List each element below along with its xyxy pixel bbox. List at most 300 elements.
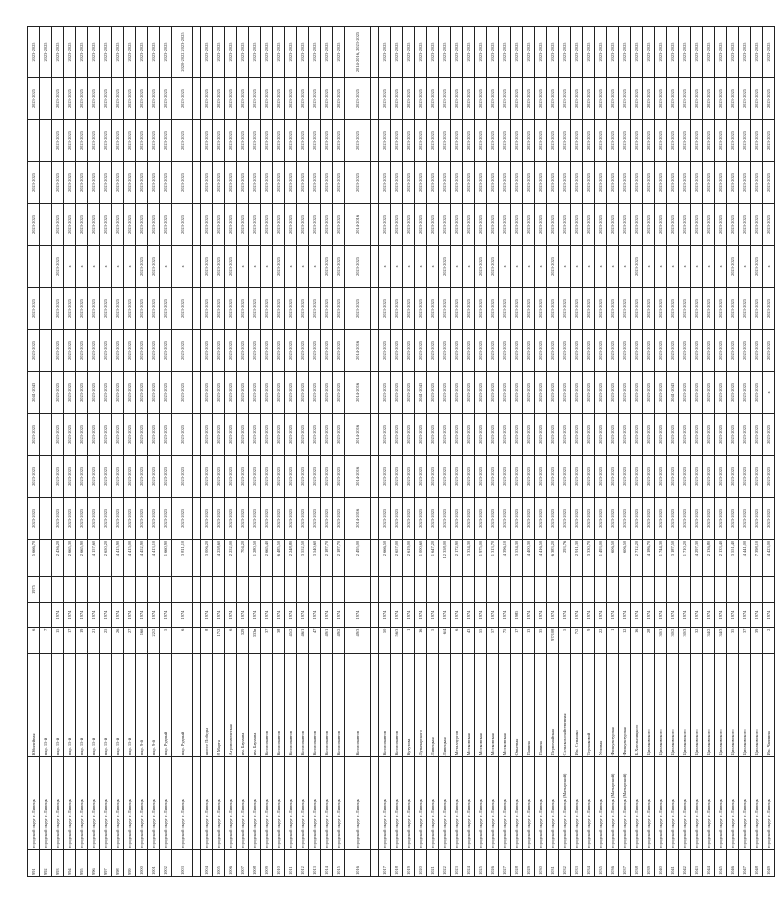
repair-period-cell: 2023-2025 — [112, 371, 124, 413]
repair-period-cell: 2023-2025 — [321, 497, 333, 539]
table-row — [297, 27, 309, 877]
repair-period-cell: 2023-2025 — [679, 27, 691, 78]
building-year-cell: 1974 — [439, 603, 451, 627]
repair-period-cell: 2023-2025 — [40, 27, 52, 78]
rotated-table-container — [27, 26, 771, 877]
area-cell: 1 660,90 — [160, 539, 172, 576]
repair-period-cell: 2023-2025 — [727, 78, 739, 120]
repair-period-cell: х — [379, 245, 391, 287]
building-year-cell — [28, 603, 40, 627]
building-year-cell: 1974 — [100, 603, 112, 627]
repair-period-cell: 2023-2025 — [727, 371, 739, 413]
repair-period-cell: 2023-2025 — [439, 287, 451, 329]
repair-period-cell: х — [763, 245, 775, 287]
repair-period-cell: 2023-2025 — [333, 287, 345, 329]
repair-period-cell: 2023-2025 — [595, 161, 607, 203]
area-cell: 4 416,50 — [535, 539, 547, 576]
repair-period-cell: 2023-2025 — [112, 27, 124, 78]
repair-period-cell: 2023-2025 — [619, 413, 631, 455]
repair-period-cell — [40, 329, 52, 371]
extra-cell — [487, 576, 499, 603]
street-cell: Папина — [523, 654, 535, 757]
table-row — [475, 27, 487, 877]
repair-period-cell: 2023-2025 — [213, 78, 225, 120]
extra-cell — [403, 576, 415, 603]
row-number-cell: 1015 — [333, 850, 345, 877]
repair-period-cell — [40, 497, 52, 539]
repair-period-cell: 2023-2025 — [213, 245, 225, 287]
repair-period-cell: 2023-2025 — [571, 27, 583, 78]
house-number-cell: 49/3 — [345, 627, 371, 654]
house-number-cell: 1 — [403, 627, 415, 654]
repair-period-cell: 2023-2025 — [535, 120, 547, 162]
table-row — [415, 27, 427, 877]
repair-period-cell: 2023-2025 — [225, 287, 237, 329]
area-cell: 4 441,00 — [739, 539, 751, 576]
house-number-cell: 6 — [172, 627, 193, 654]
table-row — [333, 27, 345, 877]
repair-period-cell — [193, 120, 201, 162]
repair-period-cell: 2023-2025 — [619, 161, 631, 203]
repair-period-cell: 2023-2025 — [559, 455, 571, 497]
repair-period-cell: 2023-2025 — [100, 78, 112, 120]
table-row — [619, 27, 631, 877]
repair-period-cell: 2023-2025 — [64, 497, 76, 539]
repair-period-cell: 2023-2025 — [273, 287, 285, 329]
repair-period-cell: 2023-2025 — [559, 329, 571, 371]
repair-period-cell: 2023-2025 — [427, 287, 439, 329]
repair-period-cell: 2023-2025 — [595, 203, 607, 245]
extra-cell — [691, 576, 703, 603]
repair-period-cell: 2023-2025 — [535, 455, 547, 497]
area-cell: 3 540,60 — [309, 539, 321, 576]
house-number-cell: 329 — [237, 627, 249, 654]
repair-period-cell: 2023-2025 — [201, 371, 213, 413]
extra-cell — [439, 576, 451, 603]
repair-period-cell: 2023-2025 — [547, 203, 559, 245]
repair-period-cell: 2023-2025 — [52, 371, 64, 413]
street-cell: мкр. 15-й — [40, 654, 52, 757]
repair-period-cell: 2023-2025 — [763, 120, 775, 162]
repair-period-cell: 2023-2025 — [475, 329, 487, 371]
repair-period-cell: 2023-2025 — [475, 287, 487, 329]
repair-period-cell — [28, 245, 40, 287]
repair-period-cell: 2023-2025 — [64, 78, 76, 120]
repair-period-cell: 2023-2025 — [451, 120, 463, 162]
table-row — [160, 27, 172, 877]
municipality-cell: городской округ г. Липецк — [451, 757, 463, 850]
repair-period-cell: 2023-2025 — [237, 27, 249, 78]
repair-period-cell: 2023-2025 — [403, 27, 415, 78]
repair-period-cell: 2023-2025 — [763, 161, 775, 203]
repair-period-cell: 2023-2025 — [309, 78, 321, 120]
extra-cell — [76, 576, 88, 603]
extra-cell — [148, 576, 160, 603]
extra-cell — [427, 576, 439, 603]
repair-period-cell: 2023-2025 — [88, 120, 100, 162]
repair-period-cell: 2023-2025 — [297, 161, 309, 203]
table-body — [28, 27, 775, 877]
repair-period-cell: 2023-2025 — [100, 203, 112, 245]
repair-period-cell: 2023-2025 — [249, 120, 261, 162]
municipality-cell: городской округ г. Липецк — [345, 757, 371, 850]
repair-period-cell: 2023-2025 — [28, 413, 40, 455]
repair-period-cell: 2023-2025 — [523, 161, 535, 203]
repair-period-cell: 2023-2025 — [703, 455, 715, 497]
area-cell: 3 534,30 — [511, 539, 523, 576]
area-cell: 2 666,50 — [379, 539, 391, 576]
building-year-cell: 1974 — [655, 603, 667, 627]
repair-period-cell: 2023-2025 — [76, 161, 88, 203]
repair-period-cell: 2023-2025 — [715, 371, 727, 413]
house-number-cell: 27 — [124, 627, 136, 654]
repair-period-cell: 2023-2025 — [249, 78, 261, 120]
area-cell: 4 186,70 — [643, 539, 655, 576]
repair-period-cell: 2023-2025 — [475, 203, 487, 245]
street-cell: шоссе Победы — [201, 654, 213, 757]
repair-period-cell: 2023-2025 — [511, 287, 523, 329]
street-cell: Космонавтов — [391, 654, 403, 757]
house-number-cell: 2 — [763, 627, 775, 654]
repair-period-cell: 2023-2025 — [475, 78, 487, 120]
repair-period-cell: 2023-2025 — [703, 329, 715, 371]
house-number-cell: 46/1 — [297, 627, 309, 654]
repair-period-cell: 2023-2025 — [439, 245, 451, 287]
repair-period-cell: 2023-2025 — [237, 329, 249, 371]
repair-period-cell: 2023-2025 — [715, 120, 727, 162]
repair-period-cell: 2023-2025 — [691, 27, 703, 78]
repair-period-cell: 2023-2025 — [703, 161, 715, 203]
municipality-cell: городской округ г. Липецк — [261, 757, 273, 850]
building-year-cell: 1974 — [273, 603, 285, 627]
repair-period-cell — [193, 371, 201, 413]
house-number-cell: 30/3 — [679, 627, 691, 654]
table-row — [547, 27, 559, 877]
building-year-cell: 1974 — [321, 603, 333, 627]
row-number-cell: 1007 — [237, 850, 249, 877]
repair-period-cell: 2023-2025 — [273, 120, 285, 162]
repair-period-cell: 2023-2025 — [100, 371, 112, 413]
area-cell: 5 666,70 — [28, 539, 40, 576]
street-cell: мкр. 9-й — [136, 654, 148, 757]
house-number-cell: 9 — [583, 627, 595, 654]
repair-period-cell: 2023-2025 — [64, 413, 76, 455]
repair-period-cell: 2023-2025 — [403, 120, 415, 162]
repair-period-cell: 2023-2025 — [583, 329, 595, 371]
repair-period-cell: 2023-2025 — [403, 371, 415, 413]
repair-period-cell: 2023-2025 — [213, 497, 225, 539]
house-number-cell: 35 — [535, 627, 547, 654]
repair-period-cell: 2023-2025 — [559, 161, 571, 203]
table-row — [595, 27, 607, 877]
building-year-cell: 1974 — [261, 603, 273, 627]
repair-period-cell — [371, 120, 379, 162]
street-cell: Липецкая — [439, 654, 451, 757]
repair-period-cell: 2023-2025 — [751, 27, 763, 78]
repair-period-cell: 2023-2025 — [739, 203, 751, 245]
repair-period-cell: х — [595, 245, 607, 287]
building-year-cell: 1974 — [559, 603, 571, 627]
area-cell: 7 398,10 — [751, 539, 763, 576]
row-number-cell: 1026 — [487, 850, 499, 877]
street-cell: Физкультурная — [619, 654, 631, 757]
repair-period-cell: 2023-2025 — [237, 413, 249, 455]
extra-cell — [667, 576, 679, 603]
house-number-cell: 17/2 — [213, 627, 225, 654]
street-cell: мкр. Рудный — [160, 654, 172, 757]
street-cell: Циолковского — [679, 654, 691, 757]
municipality-cell: городской округ г. Липецк — [511, 757, 523, 850]
repair-period-cell: 2023-2025 — [631, 78, 643, 120]
repair-period-cell: х — [297, 245, 309, 287]
repair-period-cell: 2023-2025 — [751, 329, 763, 371]
repair-period-cell: 2023-2025 — [379, 329, 391, 371]
repair-period-cell: 2023-2025 — [249, 287, 261, 329]
street-cell: Луначарского — [415, 654, 427, 757]
house-number-cell: 50 — [379, 627, 391, 654]
repair-period-cell: 2023-2025 — [547, 245, 559, 287]
repair-period-cell: 2023-2025 — [763, 287, 775, 329]
municipality-cell: городской округ г. Липецк — [249, 757, 261, 850]
repair-period-cell: 2023-2025 — [703, 27, 715, 78]
repair-period-cell: 2023-2025 — [439, 413, 451, 455]
repair-period-cell: 2023-2025 — [201, 203, 213, 245]
repair-period-cell: 2023-2025 — [463, 120, 475, 162]
municipality-cell: городской округ г. Липецк — [333, 757, 345, 850]
repair-period-cell: 2023-2025 — [463, 203, 475, 245]
repair-period-cell: 2023-2025 — [321, 287, 333, 329]
repair-period-cell: 2023-2025 — [321, 455, 333, 497]
table-row — [40, 27, 52, 877]
repair-period-cell — [193, 27, 201, 78]
repair-period-cell: 2023-2025 — [285, 329, 297, 371]
repair-period-cell: 2023-2025 — [619, 329, 631, 371]
repair-period-cell: 2023-2025 — [160, 120, 172, 162]
house-number-cell: 34/2 — [703, 627, 715, 654]
repair-period-cell: 2023-2025 — [160, 413, 172, 455]
repair-period-cell: 2023-2025 — [571, 455, 583, 497]
street-cell: Металлургов — [451, 654, 463, 757]
repair-period-cell: 2023-2025 — [523, 329, 535, 371]
area-cell: 2 436,20 — [52, 539, 64, 576]
building-year-cell — [371, 603, 379, 627]
repair-period-cell: 2023-2025 — [124, 120, 136, 162]
area-cell: 3 187,50 — [667, 539, 679, 576]
extra-cell — [379, 576, 391, 603]
house-number-cell: 13 — [523, 627, 535, 654]
repair-period-cell: 2023-2025 — [739, 287, 751, 329]
repair-period-cell: 2023-2025 — [345, 245, 371, 287]
area-cell: 2 619,00 — [403, 539, 415, 576]
repair-period-cell: 2023-2025 — [213, 27, 225, 78]
building-year-cell: 1974 — [201, 603, 213, 627]
repair-period-cell: 2023-2025 — [403, 161, 415, 203]
repair-period-cell — [40, 413, 52, 455]
repair-period-cell: 2023-2025 — [595, 413, 607, 455]
table-row — [76, 27, 88, 877]
repair-period-cell: 2023-2025 — [571, 161, 583, 203]
extra-cell — [583, 576, 595, 603]
repair-period-cell: 2023-2025 — [511, 27, 523, 78]
row-number-cell: 992 — [40, 850, 52, 877]
table-row — [88, 27, 100, 877]
repair-period-cell: 2023-2025 — [88, 455, 100, 497]
repair-period-cell: 2023-2025 — [64, 120, 76, 162]
row-number-cell: 1042 — [679, 850, 691, 877]
repair-period-cell: 2023-2025 — [583, 287, 595, 329]
repair-period-cell: 2023-2025 — [225, 78, 237, 120]
table-row — [439, 27, 451, 877]
repair-period-cell: 2014-2016, 2023-2025 — [345, 27, 371, 78]
row-number-cell: 1021 — [427, 850, 439, 877]
table-row — [571, 27, 583, 877]
repair-period-cell: 2023-2025 — [52, 78, 64, 120]
repair-period-cell: 2023-2025 — [201, 78, 213, 120]
repair-period-cell: 2023-2025 — [321, 27, 333, 78]
municipality-cell: городской округ г. Липецк — [583, 757, 595, 850]
municipality-cell: городской округ г. Липецк — [439, 757, 451, 850]
repair-period-cell: 2023-2025 — [607, 329, 619, 371]
building-year-cell: 1974 — [499, 603, 511, 627]
street-cell: Космонавтов — [285, 654, 297, 757]
table-row — [136, 27, 148, 877]
table-row — [679, 27, 691, 877]
repair-period-cell: 2023-2025 — [667, 161, 679, 203]
area-cell: 2 650,20 — [100, 539, 112, 576]
street-cell: Кутузова — [403, 654, 415, 757]
repair-period-cell: 2023-2025 — [309, 455, 321, 497]
building-year-cell: 1974 — [285, 603, 297, 627]
row-number-cell: 1029 — [523, 850, 535, 877]
repair-period-cell: 2023-2025 — [297, 287, 309, 329]
area-cell: 4 415,00 — [124, 539, 136, 576]
repair-period-cell: 2023-2025 — [739, 161, 751, 203]
table-row — [631, 27, 643, 877]
building-year-cell: 1974 — [547, 603, 559, 627]
repair-period-cell: 2023-2025 — [679, 371, 691, 413]
municipality-cell: городской округ г. Липецк — [201, 757, 213, 850]
repair-period-cell: 2023-2025 — [667, 455, 679, 497]
repair-period-cell: 2023-2025 — [703, 120, 715, 162]
repair-period-cell: 2023-2025 — [487, 78, 499, 120]
repair-period-cell: 2023-2025 — [535, 161, 547, 203]
extra-cell — [371, 576, 379, 603]
repair-period-cell: 2023-2025 — [285, 413, 297, 455]
repair-period-cell: 2023-2025 — [499, 27, 511, 78]
table-row — [371, 27, 379, 877]
repair-period-cell: х — [559, 245, 571, 287]
repair-period-cell: 2023-2025 — [703, 371, 715, 413]
repair-period-cell: 2023-2025 — [76, 413, 88, 455]
repair-period-cell — [371, 27, 379, 78]
row-number-cell: 1039 — [643, 850, 655, 877]
repair-period-cell: 2023-2025 — [559, 27, 571, 78]
repair-period-cell: 2023-2025 — [727, 27, 739, 78]
repair-period-cell: 2023-2025 — [607, 120, 619, 162]
repair-period-cell: 2023-2025 — [124, 329, 136, 371]
repair-period-cell: 2023-2025 — [225, 120, 237, 162]
repair-period-cell: 2023-2025 — [463, 27, 475, 78]
house-number-cell: 49/1 — [321, 627, 333, 654]
house-number-cell: 55 — [475, 627, 487, 654]
repair-period-cell: 2023-2025 — [511, 120, 523, 162]
repair-period-cell: 2023-2025 — [172, 78, 193, 120]
building-year-cell: 1974 — [148, 603, 160, 627]
repair-period-cell: 2023-2025 — [160, 329, 172, 371]
building-year-cell: 1974 — [643, 603, 655, 627]
repair-period-cell: 2023-2025 — [88, 497, 100, 539]
house-number-cell: 28 — [643, 627, 655, 654]
repair-period-cell: 2023-2025 — [451, 27, 463, 78]
repair-period-cell — [40, 455, 52, 497]
repair-period-cell: 2023-2025 — [249, 413, 261, 455]
street-cell: Им. Семашко — [571, 654, 583, 757]
repair-period-cell: 2023-2025 — [715, 413, 727, 455]
table-row — [487, 27, 499, 877]
repair-period-cell: 2023-2025 — [201, 161, 213, 203]
repair-period-cell: 2023-2025 — [112, 455, 124, 497]
repair-period-cell: 2023-2025 — [487, 371, 499, 413]
area-cell: 4 396,10 — [499, 539, 511, 576]
repair-period-cell: 2023-2025 — [88, 287, 100, 329]
repair-period-cell: 2023-2025 — [148, 413, 160, 455]
repair-period-cell: 2023-2025 — [751, 161, 763, 203]
house-number-cell: 30/2 — [667, 627, 679, 654]
repair-period-cell: 2023-2025 — [261, 497, 273, 539]
repair-period-cell: 2023-2025 — [739, 413, 751, 455]
repair-period-cell: 2023-2025 — [499, 203, 511, 245]
repair-period-cell: 2023-2025 — [607, 371, 619, 413]
repair-period-cell: 2023-2025 — [273, 78, 285, 120]
repair-period-cell: 2023-2025 — [148, 78, 160, 120]
municipality-cell — [193, 757, 201, 850]
repair-period-cell: 2023-2025 — [487, 161, 499, 203]
repair-period-cell: 2023-2025 — [607, 497, 619, 539]
repair-period-cell: 2023-2025 — [763, 497, 775, 539]
repair-period-cell: 2023-2025 — [273, 27, 285, 78]
house-number-cell: 8 — [201, 627, 213, 654]
municipality-cell — [371, 757, 379, 850]
repair-period-cell: 2023-2025 — [321, 245, 333, 287]
municipality-cell: городской округ г. Липецк — [64, 757, 76, 850]
repair-period-cell: 2023-2025 — [333, 203, 345, 245]
area-cell: 3 334,30 — [463, 539, 475, 576]
row-number-cell: 1046 — [727, 850, 739, 877]
municipality-cell: городской округ г. Липецк — [148, 757, 160, 850]
table-row — [727, 27, 739, 877]
table-row — [427, 27, 439, 877]
house-number-cell: 6 — [225, 627, 237, 654]
building-year-cell: 1974 — [691, 603, 703, 627]
repair-period-cell: 2014-2016 — [345, 413, 371, 455]
extra-cell — [124, 576, 136, 603]
repair-period-cell: 2023-2025 — [547, 78, 559, 120]
repair-period-cell: 2023-2025 — [213, 161, 225, 203]
repair-period-cell: 2023-2025 — [523, 120, 535, 162]
repair-period-cell: 2023-2025 — [201, 497, 213, 539]
extra-cell — [523, 576, 535, 603]
table-row — [193, 27, 201, 877]
repair-period-cell: 2023-2025 — [655, 27, 667, 78]
repair-period-cell: 2023-2025 — [201, 287, 213, 329]
repair-period-cell: 2023-2025 — [631, 455, 643, 497]
repair-period-cell: 2023-2025 — [655, 161, 667, 203]
repair-period-cell: 2023-2025 — [88, 27, 100, 78]
repair-period-cell: 2023-2025 — [571, 120, 583, 162]
repair-period-cell: 2023-2025 — [655, 413, 667, 455]
building-year-cell: 1974 — [631, 603, 643, 627]
repair-period-cell: 2020-2022 2023-2025 — [172, 27, 193, 78]
